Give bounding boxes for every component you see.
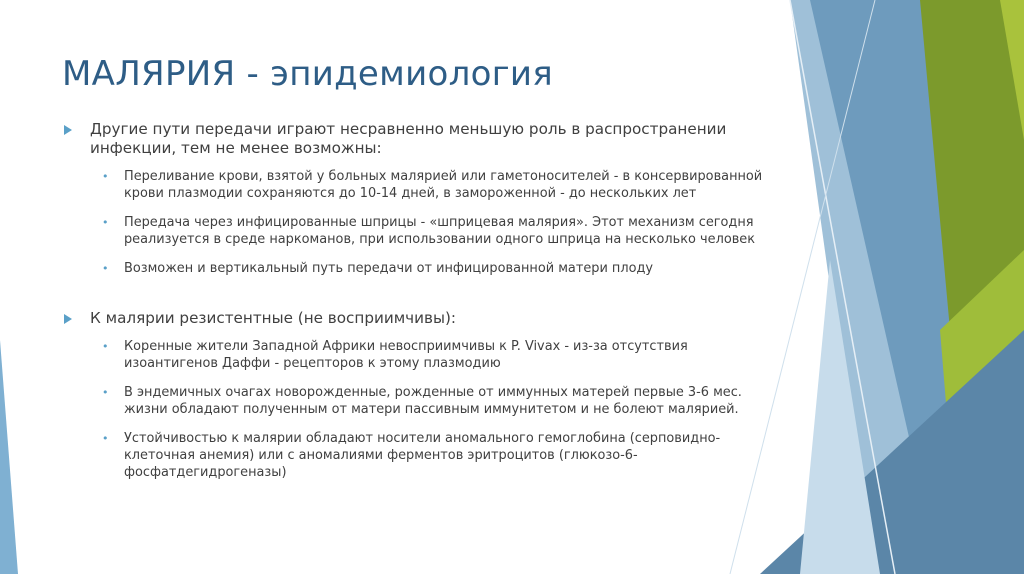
dot-bullet-icon: • [102, 216, 109, 229]
dot-bullet-icon: • [102, 262, 109, 275]
section-2-text: К малярии резистентные (не восприимчивы): [90, 309, 456, 327]
sub-bullet-item [62, 338, 772, 372]
sub-bullet-text: Коренные жители Западной Африки невосприимчивы к P. Vivax - из-за отсутствия изоантигенов Даффи - рецепторов к этому плазмодию [124, 339, 688, 371]
triangle-bullet-icon [64, 125, 72, 135]
sub-bullet-item [62, 430, 772, 481]
sub-bullet-text: В эндемичных очагах новорожденные, рожденные от иммунных матерей первые 3-6 мес. жизни обладают полученным от матери пассивным иммунитетом и не болеют малярией. [124, 385, 742, 417]
sub-bullet-text: Устойчивостью к малярии обладают носители аномального гемоглобина (серповидно-клеточная анемия) или с аномалиями ферментов эритроцитов (глюкозо-6-фосфатдегидрогеназы) [124, 431, 721, 480]
triangle-bullet-icon [64, 314, 72, 324]
bullet-section-1 [62, 120, 772, 158]
section-1-text: Другие пути передачи играют несравненно меньшую роль в распространении инфекции, тем не менее возможны: [90, 120, 727, 157]
sub-bullet-text: Возможен и вертикальный путь передачи от инфицированной матери плоду [124, 261, 654, 276]
dot-bullet-icon: • [102, 386, 109, 399]
slide-content [62, 120, 772, 493]
sub-bullet-text: Передача через инфицированные шприцы - «шприцевая малярия». Этот механизм сегодня реализуется в среде наркоманов, при использовании одного шприца на несколько человек [124, 215, 756, 247]
sub-bullet-item [62, 214, 772, 248]
left-edge-shape [0, 340, 18, 574]
dot-bullet-icon: • [102, 432, 109, 445]
slide-title: МАЛЯРИЯ - эпидемиология [62, 54, 554, 94]
dot-bullet-icon: • [102, 340, 109, 353]
sub-bullet-item [62, 260, 772, 277]
sub-bullet-text: Переливание крови, взятой у больных малярией или гаметоносителей - в консервированной крови плазмодии сохраняются до 10-14 дней, в замороженной - до нескольких лет [124, 169, 763, 201]
bullet-section-2 [62, 309, 772, 328]
sub-bullet-item [62, 384, 772, 418]
dot-bullet-icon: • [102, 170, 109, 183]
sub-bullet-item [62, 168, 772, 202]
